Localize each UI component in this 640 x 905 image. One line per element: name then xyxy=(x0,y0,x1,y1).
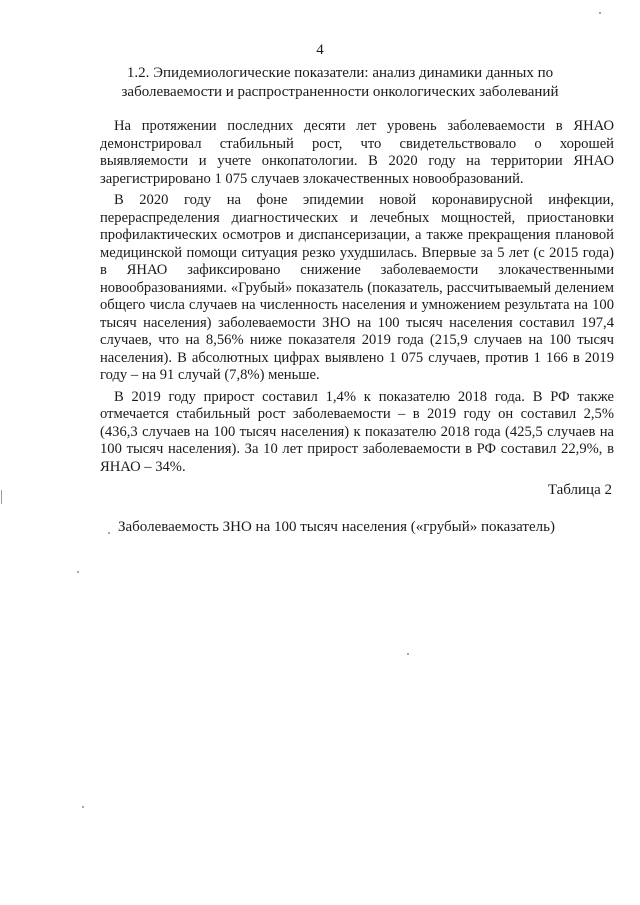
scan-speck xyxy=(82,806,84,808)
body-text xyxy=(100,118,614,480)
page-number: 4 xyxy=(316,42,324,58)
paragraph-3: В 2019 году прирост составил 1,4% к показателю 2018 года. В РФ также отмечается стабильный рост заболеваемости – в 2019 году он составил 2,5% (436,3 случаев на 100 тысяч населения) к показателю 2018 года (425,5 случаев на 100 тысяч населения). За 10 лет прирост заболеваемости в РФ составил 22,9%, в ЯНАО – 34%. xyxy=(100,388,614,475)
scan-edge-mark xyxy=(1,490,2,504)
table-caption: Заболеваемость ЗНО на 100 тысяч населения («грубый» показатель) xyxy=(118,519,555,535)
section-heading: 1.2. Эпидемиологические показатели: анализ динамики данных по заболеваемости и распространенности онкологических заболеваний xyxy=(121,65,559,100)
scan-speck xyxy=(599,12,601,14)
paragraph-1: На протяжении последних десяти лет уровень заболеваемости в ЯНАО демонстрировал стабильный рост, что свидетельствовало о хорошей выявляемости и учете онкопатологии. В 2020 году на территории ЯНАО зарегистрировано 1 075 случаев злокачественных новообразований. xyxy=(100,118,614,187)
scan-speck xyxy=(77,571,79,573)
scan-speck xyxy=(407,653,409,655)
paragraph-2: В 2020 году на фоне эпидемии новой коронавирусной инфекции, перераспределения диагностических и лечебных мощностей, приостановки профилактических осмотров и диспансеризации, а также прекращения плановой медицинской помощи ситуация резко ухудшилась. Впервые за 5 лет (с 2015 года) в ЯНАО зафиксировано снижение заболеваемости злокачественными новообразованиями. «Грубый» показатель (показатель, рассчитываемый делением общего числа случаев на численность населения и умножением результата на 100 тысяч населения) заболеваемости ЗНО на 100 тысяч населения составил 197,4 случаев, что на 8,56% ниже показателя 2019 года (215,9 случаев на 100 тысяч населения). В абсолютных цифрах выявлено 1 075 случаев, против 1 166 в 2019 году – на 91 случай (7,8%) меньше. xyxy=(100,192,614,383)
table-label: Таблица 2 xyxy=(547,482,612,498)
scan-speck xyxy=(108,532,110,534)
